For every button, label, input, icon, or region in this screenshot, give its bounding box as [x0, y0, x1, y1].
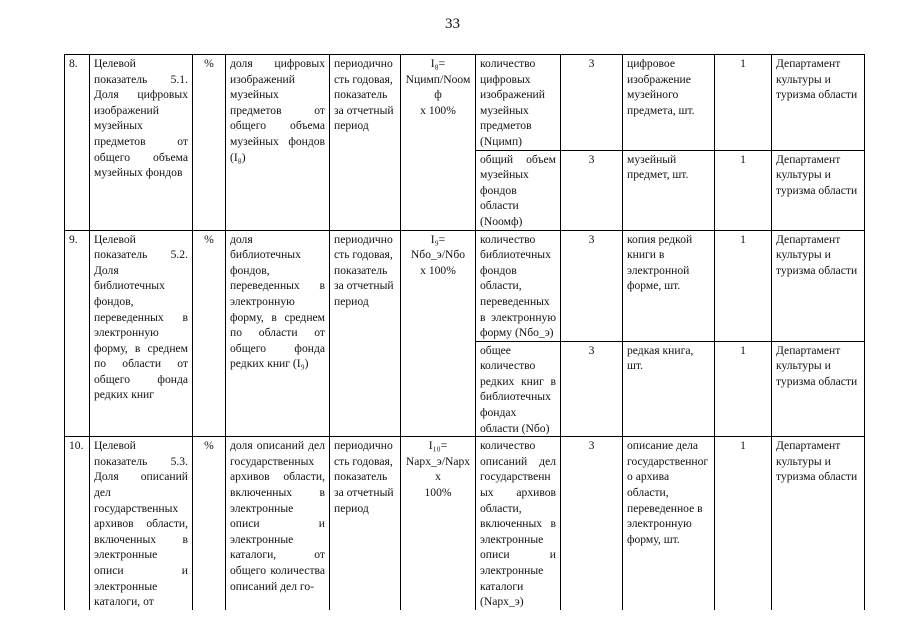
responsible-cell: Департамент культуры и туризма области — [772, 230, 865, 341]
unit-cell: % — [193, 437, 226, 610]
source-code-cell: 3 — [561, 150, 623, 230]
formula-text: I₁₀= Nарх_э/Nарх x 100% — [405, 439, 471, 500]
parameter-cell: общее количество редких книг в библиотечных фондах области (Nбо) — [476, 341, 561, 437]
formula-cell — [401, 55, 476, 231]
source-code-cell: 3 — [561, 230, 623, 341]
observation-unit-cell: копия редкой книги в электронной форме, шт. — [623, 230, 715, 341]
definition-cell: доля описаний дел государственных архивов области, включенных в электронные описи и электронные каталоги, от общего количества описаний дел го- — [226, 437, 330, 610]
parameter-cell: количество описаний дел государственных архивов области, включенных в электронные описи и электронные каталоги (Nарх_э) — [476, 437, 561, 610]
unit-cell: % — [193, 230, 226, 437]
observation-unit-cell: музейный предмет, шт. — [623, 150, 715, 230]
indicator-name: Целевой показатель 5.3. Доля описаний дел государственных архивов области, включенных в электронные описи и электронные каталоги, от — [90, 437, 193, 610]
source-code-cell: 3 — [561, 55, 623, 151]
definition-cell: доля библиотечных фондов, переведенных в электронную форму, в среднем по области от общего фонда редких книг (I₉) — [226, 230, 330, 437]
coverage-code-cell: 1 — [715, 341, 772, 437]
responsible-cell: Департамент культуры и туризма области — [772, 341, 865, 437]
observation-unit-cell: описание дела государственного архива области, переведенное в электронную форму, шт. — [623, 437, 715, 610]
periodicity-cell: периодичность годовая, показатель за отчетный период — [330, 230, 401, 437]
row-number: 8. — [65, 55, 90, 231]
coverage-code-cell: 1 — [715, 230, 772, 341]
periodicity-cell: периодичность годовая, показатель за отчетный период — [330, 437, 401, 610]
coverage-code-cell: 1 — [715, 55, 772, 151]
parameter-cell: общий объем музейных фондов области (Nоомф) — [476, 150, 561, 230]
indicators-table — [64, 54, 865, 610]
page-number: 33 — [445, 16, 460, 32]
observation-unit-cell: редкая книга, шт. — [623, 341, 715, 437]
row-number: 10. — [65, 437, 90, 610]
row-number: 9. — [65, 230, 90, 437]
indicator-name: Целевой показатель 5.2. Доля библиотечных фондов, переведенных в электронную форму, в среднем по области от общего фонда редких книг — [90, 230, 193, 437]
parameter-cell: количество цифровых изображений музейных предметов (Nцимп) — [476, 55, 561, 151]
formula-text: I₈= Nцимп/Nоомф x 100% — [405, 57, 471, 117]
coverage-code-cell: 1 — [715, 437, 772, 610]
responsible-cell: Департамент культуры и туризма области — [772, 437, 865, 610]
parameter-cell: количество библиотечных фондов области, переведенных в электронную форму (Nбо_э) — [476, 230, 561, 341]
formula-text: I₉= Nбо_э/Nбо x 100% — [410, 232, 466, 277]
definition-cell: доля цифровых изображений музейных предметов от общего объема музейных фондов (I₈) — [226, 55, 330, 231]
periodicity-cell: периодичность годовая, показатель за отчетный период — [330, 55, 401, 231]
responsible-cell: Департамент культуры и туризма области — [772, 150, 865, 230]
table-row — [65, 55, 865, 151]
source-code-cell: 3 — [561, 437, 623, 610]
unit-cell: % — [193, 55, 226, 231]
formula-cell — [401, 230, 476, 437]
formula-cell — [401, 437, 476, 610]
coverage-code-cell: 1 — [715, 150, 772, 230]
responsible-cell: Департамент культуры и туризма области — [772, 55, 865, 151]
source-code-cell: 3 — [561, 341, 623, 437]
table-row — [65, 230, 865, 341]
indicator-name: Целевой показатель 5.1. Доля цифровых изображений музейных предметов от общего объема музейных фондов — [90, 55, 193, 231]
table-row — [65, 437, 865, 610]
observation-unit-cell: цифровое изображение музейного предмета, шт. — [623, 55, 715, 151]
